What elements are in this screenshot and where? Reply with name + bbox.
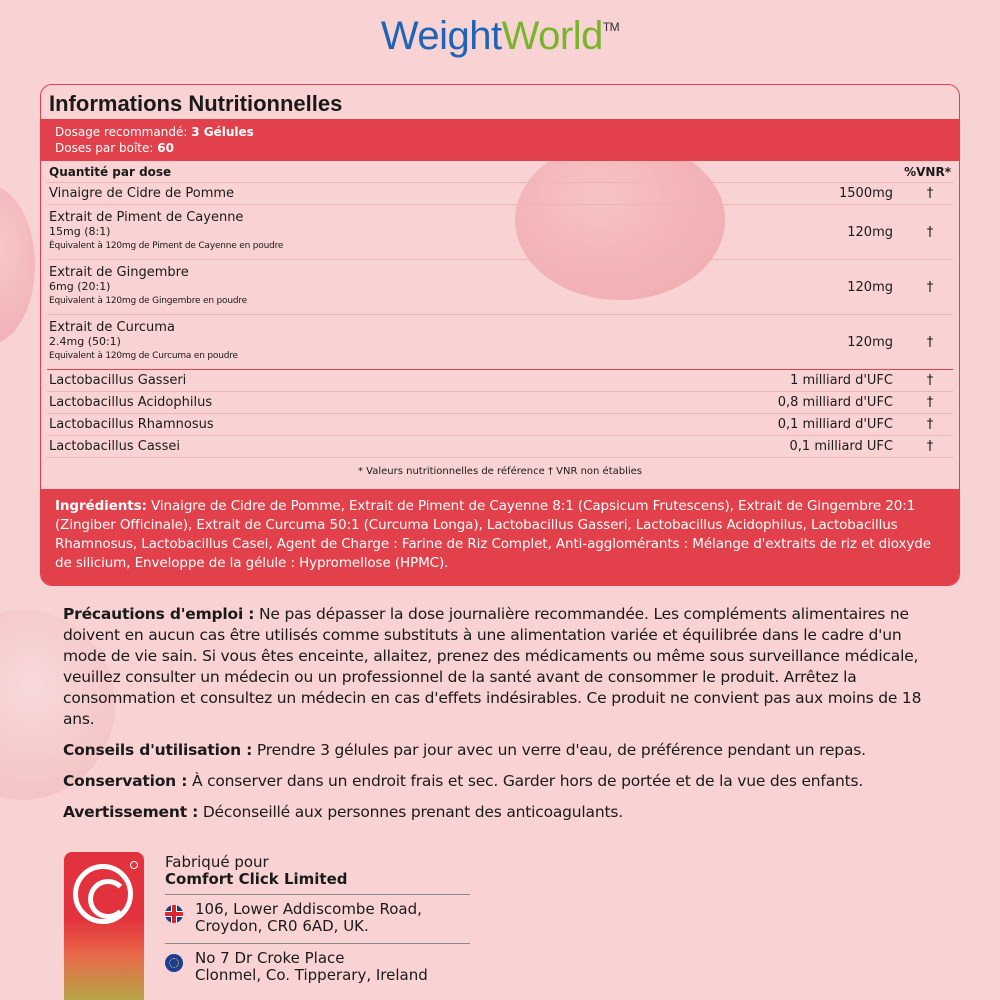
conservation-paragraph — [63, 771, 943, 792]
row-vnr: † — [926, 417, 934, 432]
row-amount: 120mg — [847, 334, 893, 350]
address-uk-line2: Croydon, CR0 6AD, UK. — [195, 917, 369, 935]
conseils-paragraph — [63, 740, 943, 761]
row-sub-equivalent: Equivalent à 120mg de Gingembre en poudre — [49, 296, 247, 306]
row-name: Extrait de Piment de Cayenne — [49, 210, 244, 225]
table-row — [47, 370, 953, 392]
manufacturer-company: Comfort Click Limited — [165, 870, 348, 888]
row-sub-equivalent: Equivalent à 120mg de Curcuma en poudre — [49, 351, 238, 361]
avertissement-text: Déconseillé aux personnes prenant des anticoagulants. — [198, 803, 623, 821]
row-amount: 0,8 milliard d'UFC — [777, 395, 893, 410]
row-name-block — [49, 211, 709, 253]
doses-line — [55, 140, 945, 156]
table-row — [47, 315, 953, 370]
row-vnr: † — [926, 334, 934, 350]
manufacturer-label: Fabriqué pour — [165, 853, 269, 871]
conseils-label: Conseils d'utilisation : — [63, 741, 253, 759]
uk-flag-icon — [165, 905, 183, 923]
row-amount: 0,1 milliard UFC — [789, 439, 893, 454]
eu-flag-icon — [165, 954, 183, 972]
table-row — [47, 414, 953, 436]
row-vnr: † — [926, 373, 934, 388]
row-sub-equivalent: Équivalent à 120mg de Piment de Cayenne en poudre — [49, 241, 284, 251]
header-vnr: %VNR* — [904, 164, 951, 179]
table-row — [47, 436, 953, 458]
row-amount: 120mg — [847, 279, 893, 295]
logo-weight: Weight — [380, 14, 502, 58]
doses-label: Doses par boîte: — [55, 141, 154, 155]
apple-image-left — [0, 185, 35, 345]
row-vnr: † — [926, 186, 934, 201]
row-vnr: † — [926, 439, 934, 454]
precautions-text: Ne pas dépasser la dose journalière recommandée. Les compléments alimentaires ne doivent en aucun cas être utilisés comme substituts à une alimentation variée et équilibrée dans le cadre d'un mode de vie sain. Si vous êtes enceinte, allaitez, prenez des médicaments ou même sous surveillance médicale, veuillez consulter un médecin ou un professionnel de la santé avant de consommer le produit. Arrêtez la consommation et consultez un médecin en cas d'effets indésirables. Ce produit ne convient pas aux moins de 18 ans. — [63, 605, 922, 728]
nutrition-table — [41, 161, 959, 488]
row-name: Lactobacillus Cassei — [49, 439, 180, 454]
header-quantity: Quantité par dose — [49, 164, 172, 179]
address-uk — [165, 894, 470, 939]
row-name-block — [49, 266, 709, 308]
table-row — [47, 205, 953, 260]
manufacturer-block — [165, 854, 470, 988]
address-ie-line2: Clonmel, Co. Tipperary, Ireland — [195, 966, 428, 984]
row-sub-dose: 6mg (20:1) — [49, 280, 111, 293]
weightworld-logo — [0, 14, 1000, 59]
panel-title: Informations Nutritionnelles — [49, 91, 343, 116]
address-ie-line1: No 7 Dr Croke Place — [195, 949, 345, 967]
nutrition-panel — [40, 84, 960, 586]
cc-ring-icon — [73, 864, 133, 924]
row-name: Lactobacillus Gasseri — [49, 373, 187, 388]
doses-value: 60 — [157, 141, 174, 155]
row-vnr: † — [926, 224, 934, 240]
row-name: Lactobacillus Acidophilus — [49, 395, 213, 410]
logo-world: World — [501, 14, 603, 58]
avertissement-paragraph — [63, 802, 943, 823]
precautions-label: Précautions d'emploi : — [63, 605, 255, 623]
ingredients-text: Vinaigre de Cidre de Pomme, Extrait de Piment de Cayenne 8:1 (Capsicum Frutescens), Extrait de Gingembre 20:1 (Zingiber Officinale), Extrait de Curcuma 50:1 (Curcuma Longa), Lactobacillus Gasseri, Lactobacillus Acidophilus, Lactobacillus Rhamnosus, Lactobacillus Casei, Agent de Charge : Farine de Riz Complet, Anti-agglomérants : Mélange d'extraits de riz et dioxyde de silicium, Enveloppe de la gélule : Hypromellose (HPMC). — [55, 498, 931, 571]
table-row — [47, 183, 953, 205]
conservation-text: À conserver dans un endroit frais et sec. Garder hors de portée et de la vue des enfants. — [187, 772, 864, 790]
usage-texts — [63, 604, 943, 833]
registered-mark-icon — [130, 861, 138, 869]
conseils-text: Prendre 3 gélules par jour avec un verre d'eau, de préférence pendant un repas. — [252, 741, 866, 759]
row-vnr: † — [926, 395, 934, 410]
row-name: Vinaigre de Cidre de Pomme — [49, 186, 235, 201]
table-footnote: * Valeurs nutritionnelles de référence † VNR non établies — [357, 466, 643, 477]
logo-trademark: TM — [602, 20, 620, 34]
table-row — [47, 260, 953, 315]
row-sub-dose: 2.4mg (50:1) — [49, 335, 121, 348]
conservation-label: Conservation : — [63, 772, 188, 790]
dosage-label: Dosage recommandé: — [55, 125, 188, 139]
avertissement-label: Avertissement : — [63, 803, 199, 821]
row-name-block — [49, 321, 709, 363]
table-header — [47, 161, 953, 183]
comfort-click-logo-icon — [64, 852, 144, 1000]
row-amount: 1500mg — [839, 186, 893, 201]
precautions-paragraph — [63, 604, 943, 730]
row-name: Extrait de Gingembre — [49, 265, 189, 280]
row-amount: 120mg — [847, 224, 893, 240]
row-sub-dose: 15mg (8:1) — [49, 225, 111, 238]
row-name: Extrait de Curcuma — [49, 320, 175, 335]
row-vnr: † — [926, 279, 934, 295]
address-ireland — [165, 943, 470, 988]
dosage-value: 3 Gélules — [191, 125, 254, 139]
dosage-line — [55, 124, 945, 140]
ingredients-band — [41, 489, 959, 585]
row-amount: 0,1 milliard d'UFC — [777, 417, 893, 432]
table-row — [47, 392, 953, 414]
ingredients-label: Ingrédients: — [55, 498, 147, 514]
row-name: Lactobacillus Rhamnosus — [49, 417, 214, 432]
address-uk-line1: 106, Lower Addiscombe Road, — [195, 900, 422, 918]
row-amount: 1 milliard d'UFC — [790, 373, 893, 388]
dose-band — [41, 119, 959, 161]
